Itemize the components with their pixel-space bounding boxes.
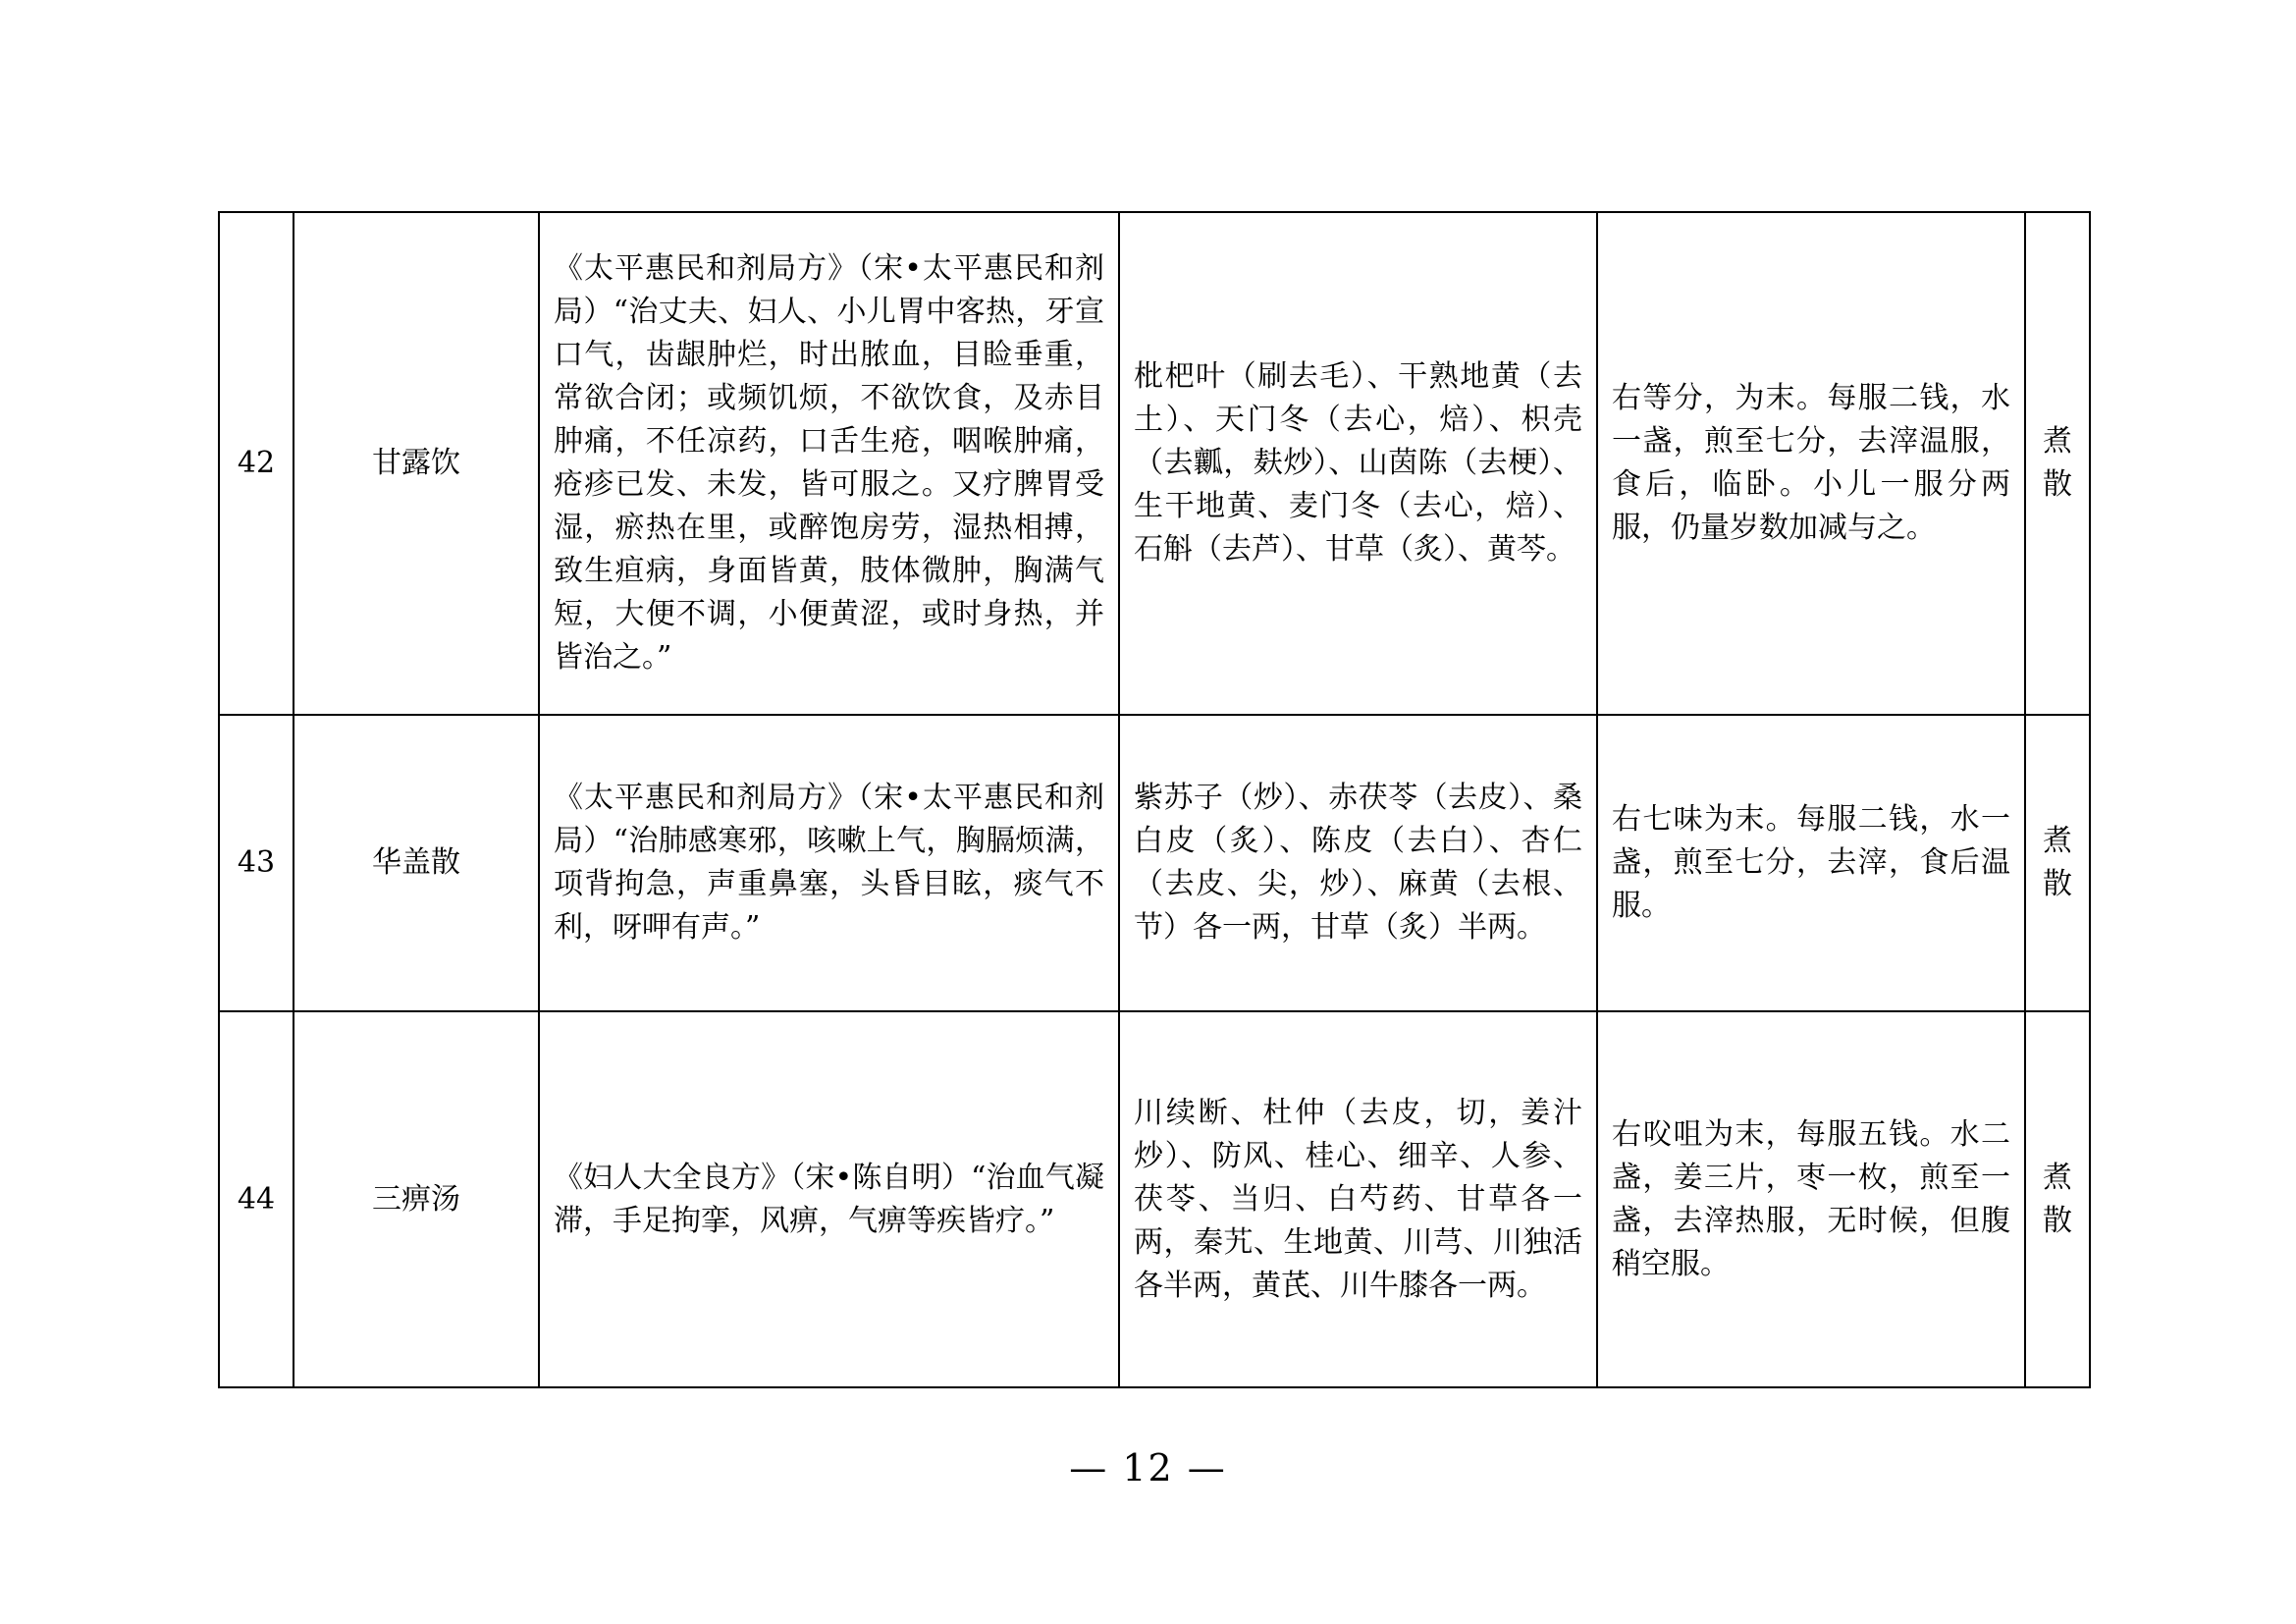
formula-usage: 右等分，为末。每服二钱，水一盏，煎至七分，去滓温服，食后，临卧。小儿一服分两服，仍量岁数加减与之。: [1597, 212, 2025, 715]
dosage-form-cell: [2025, 1011, 2090, 1387]
table-row: [219, 212, 2090, 715]
formula-name: 华盖散: [294, 715, 539, 1011]
formula-source: 《太平惠民和剂局方》（宋•太平惠民和剂局）“治肺感寒邪，咳嗽上气，胸膈烦满，项背拘急，声重鼻塞，头昏目眩，痰气不利，呀呷有声。”: [539, 715, 1119, 1011]
row-number: 44: [219, 1011, 294, 1387]
formula-composition: 枇杷叶（刷去毛）、干熟地黄（去土）、天门冬（去心，焙）、枳壳（去瓤，麸炒）、山茵陈（去梗）、生干地黄、麦门冬（去心，焙）、石斛（去芦）、甘草（炙）、黄芩。: [1119, 212, 1597, 715]
row-number: 42: [219, 212, 294, 715]
dosage-form: 煮散: [2043, 824, 2072, 901]
table-row: [219, 1011, 2090, 1387]
row-number: 43: [219, 715, 294, 1011]
formula-usage: 右七味为末。每服二钱，水一盏，煎至七分，去滓，食后温服。: [1597, 715, 2025, 1011]
formula-name: 甘露饮: [294, 212, 539, 715]
dosage-form-cell: [2025, 212, 2090, 715]
formula-usage: 右㕮咀为末，每服五钱。水二盏，姜三片，枣一枚，煎至一盏，去滓热服，无时候，但腹稍空服。: [1597, 1011, 2025, 1387]
formula-composition: 紫苏子（炒）、赤茯苓（去皮）、桑白皮（炙）、陈皮（去白）、杏仁（去皮、尖，炒）、麻黄（去根、节）各一两，甘草（炙）半两。: [1119, 715, 1597, 1011]
dosage-form: 煮散: [2043, 424, 2072, 502]
formula-source: 《妇人大全良方》（宋•陈自明）“治血气凝滞，手足拘挛，风痹，气痹等疾皆疗。”: [539, 1011, 1119, 1387]
formula-name: 三痹汤: [294, 1011, 539, 1387]
formula-source: 《太平惠民和剂局方》（宋•太平惠民和剂局）“治丈夫、妇人、小儿胃中客热，牙宣口气，齿龈肿烂，时出脓血，目睑垂重，常欲合闭；或频饥烦，不欲饮食，及赤目肿痛，不任凉药，口舌生疮，咽喉肿痛，疮疹已发、未发，皆可服之。又疗脾胃受湿，瘀热在里，或醉饱房劳，湿热相搏，致生疸病，身面皆黄，肢体微肿，胸满气短，大便不调，小便黄涩，或时身热，并皆治之。”: [539, 212, 1119, 715]
dosage-form-cell: [2025, 715, 2090, 1011]
dosage-form: 煮散: [2043, 1160, 2072, 1238]
page-number: — 12 —: [1069, 1446, 1227, 1489]
formula-table: [218, 211, 2091, 1388]
table-row: [219, 715, 2090, 1011]
formula-composition: 川续断、杜仲（去皮，切，姜汁炒）、防风、桂心、细辛、人参、茯苓、当归、白芍药、甘草各一两，秦艽、生地黄、川芎、川独活各半两，黄芪、川牛膝各一两。: [1119, 1011, 1597, 1387]
